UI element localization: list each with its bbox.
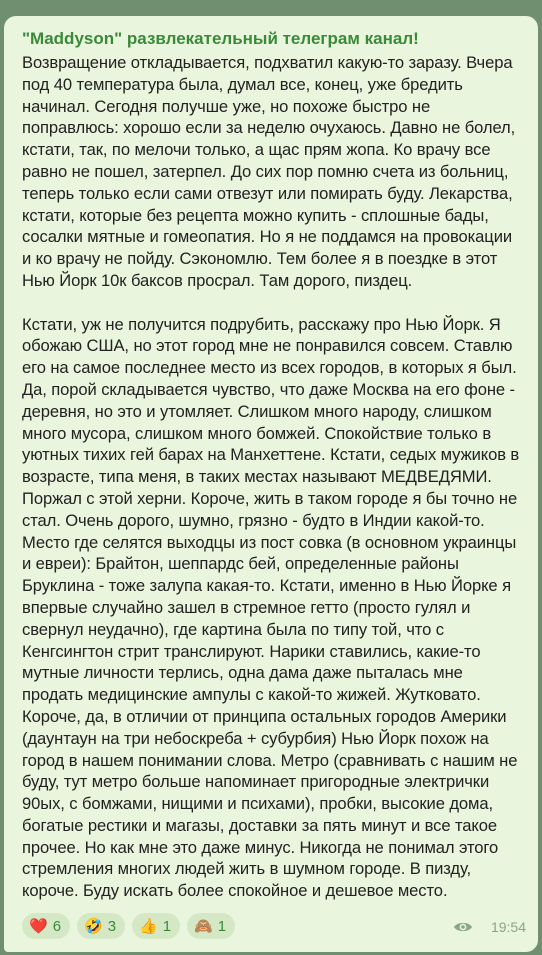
- message-paragraph-2: Кстати, уж не получится подрубить, расскажу про Нью Йорк. Я обожаю США, но этот город мне не понравился совсем. Ставлю его на самое последнее место из всех городов, в которых я был. Да, порой складывается чувство, что даже Москва на его фоне - деревня, но это и утомляет. Слишком много народу, слишком много мусора, слишком много бомжей. Спокойствие только в уютных тихих гей барах на Манхеттене. Кстати, седых мужиков в возрасте, типа меня, в таких местах называют МЕДВЕДЯМИ. Поржал с этой херни. Короче, жить в таком городе я бы точно не стал. Очень дорого, шумно, грязно - будто в Индии какой-то. Место где селятся выходцы из пост совка (в основном украинцы и евреи): Брайтон, шеппардс бей, определенные районы Бруклина - тоже залупа какая-то. Кстати, именно в Нью Йорке я впервые случайно зашел в стремное гетто (просто гулял и свернул неудачно), где картина была по типу той, что с Кенгсингтон стрит транслируют. Нарики ставились, какие-то мутные личности терлись, одна дама даже пыталась мне продать медицинские ампулы с какой-то жижей. Жутковато. Короче, да, в отличии от принципа остальных городов Америки (даунтаун на три небоскреба + субурбия) Нью Йорк похож на город в нашем понимании слова. Метро (сравнивать с нашим не буду, тут метро больше напоминает пригородные электрички 90ых, с бомжами, нищими и психами), пробки, высокие дома, богатые рестики и магазы, доставки за пять минут и все такое прочее. Но как мне это даже минус. Никогда не понимал этого стремления многих людей жить в шумном городе. В пизду, короче. Буду искать более спокойное и дешевое место.: [22, 314, 520, 901]
- message-bubble: [4, 16, 538, 952]
- eye-icon: [453, 920, 473, 934]
- reaction-heart[interactable]: [22, 913, 70, 939]
- reaction-see-no-evil-monkey[interactable]: [187, 913, 235, 939]
- reaction-thumbs-up[interactable]: [132, 913, 180, 939]
- reaction-count: 1: [217, 917, 227, 935]
- reaction-rofl[interactable]: [77, 913, 125, 939]
- reaction-count: 1: [162, 917, 172, 935]
- message-time: 19:54: [490, 919, 526, 935]
- see-no-evil-monkey-icon: 🙈: [194, 916, 213, 935]
- reaction-count: 3: [107, 917, 117, 935]
- reactions-bar: [22, 913, 235, 939]
- message-meta: [453, 919, 526, 935]
- heart-icon: ❤️: [29, 916, 48, 935]
- thumbs-up-icon: 👍: [139, 916, 158, 935]
- reaction-count: 6: [52, 917, 62, 935]
- channel-title[interactable]: "Maddyson" развлекательный телеграм канал!: [22, 29, 419, 48]
- message-paragraph-1: Возвращение откладывается, подхватил какую-то заразу. Вчера под 40 температура была, думал все, конец, уже бредить начинал. Сегодня получше уже, но похоже быстро не поправлюсь: хорошо если за неделю очухаюсь. Давно не болел, кстати, так, по мелочи только, а щас прям жопа. Ко врачу все равно не пошел, затерпел. До сих пор помню счета из больниц, теперь только если сами отвезут или помирать буду. Лекарства, кстати, которые без рецепта можно купить - сплошные бады, сосалки мятные и гомеопатия. Но я не поддамся на провокации и ко врачу не пойду. Сэкономлю. Тем более я в поездке в этот Нью Йорк 10к баксов просрал. Там дорого, пиздец.: [22, 53, 516, 290]
- rofl-face-icon: 🤣: [84, 916, 103, 935]
